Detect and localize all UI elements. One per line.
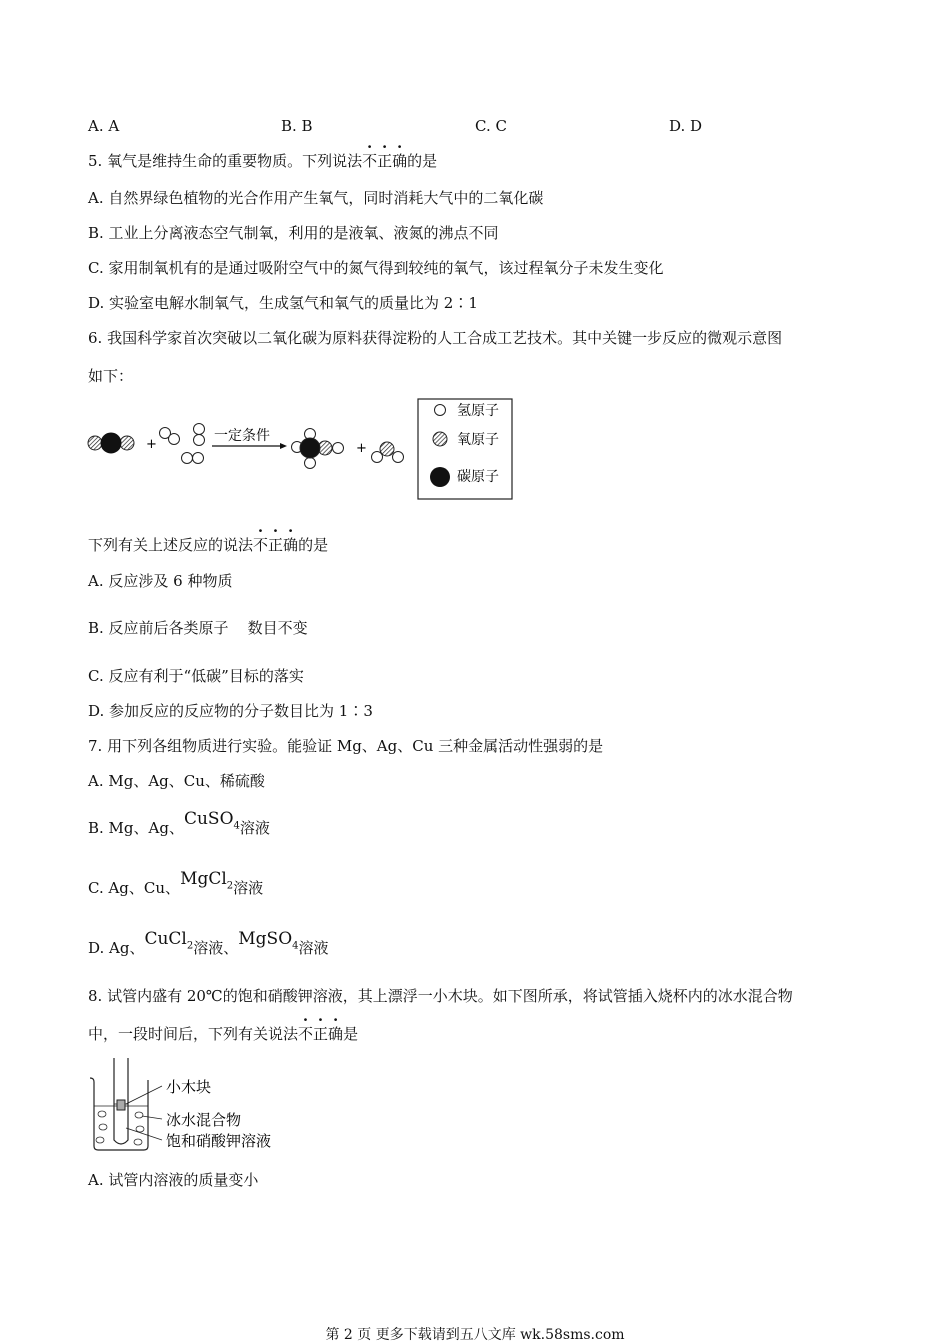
q7-option-d: D. Ag、CuCl$_2$溶液、MgSO$_4$溶液	[88, 929, 329, 957]
q7-option-a: A. Mg、Ag、Cu、稀硫酸	[88, 772, 265, 790]
q7-option-c: C. Ag、Cu、MgCl$_2$溶液	[88, 869, 264, 897]
q6-stem-line1: 6. 我国科学家首次突破以二氧化碳为原料获得淀粉的人工合成工艺技术。其中关键一步反应的微观示意图	[88, 329, 783, 347]
q6-stem-line2: 如下：	[88, 367, 134, 385]
q6-option-b: B. 反应前后各类原子 数目不变	[88, 619, 308, 637]
legend-hydrogen: 氢原子	[457, 403, 499, 419]
formula-mgcl2: MgCl$_2$	[180, 869, 234, 892]
leader-line-wood	[126, 1086, 162, 1104]
q4-option-d: D. D	[669, 117, 703, 135]
q7-option-b: B. Mg、Ag、CuSO$_4$溶液	[88, 809, 270, 837]
arrow-head-icon	[280, 443, 287, 449]
page-footer: 第 2 页 更多下载请到五八文库 wk.58sms.com	[325, 1327, 625, 1343]
leader-line-ice	[142, 1116, 162, 1119]
legend-oxygen: 氧原子	[457, 432, 499, 448]
plus-sign-2: +	[356, 441, 367, 456]
wood-block	[117, 1100, 125, 1110]
hydrogen-atom-icon	[435, 405, 446, 416]
q8-option-a: A. 试管内溶液的质量变小	[88, 1171, 259, 1189]
q6-option-d: D. 参加反应的反应物的分子数目比为 1∶3	[88, 702, 373, 720]
q5-option-b: B. 工业上分离液态空气制氧，利用的是液氧、液氮的沸点不同	[88, 224, 499, 242]
formula-cuso4: CuSO$_4$	[183, 809, 240, 832]
q6-option-a: A. 反应涉及 6 种物质	[88, 572, 233, 590]
q7-stem: 7. 用下列各组物质进行实验。能验证 Mg、Ag、Cu 三种金属活动性强弱的是	[88, 737, 604, 755]
label-kno3-solution: 饱和硝酸钾溶液	[166, 1132, 272, 1150]
q5-option-d: D. 实验室电解水制氧气，生成氢气和氧气的质量比为 2∶1	[88, 294, 478, 312]
q8-stem-line1: 8. 试管内盛有 20℃的饱和硝酸钾溶液，其上漂浮一小木块。如下图所承，将试管插入烧杯内的冰水混合物	[88, 987, 793, 1005]
formula-cucl2: CuCl$_2$	[144, 929, 194, 952]
q4-option-a: A. A	[88, 117, 120, 135]
oxygen-atom-icon	[433, 432, 447, 446]
h2-molecules	[160, 424, 205, 464]
q5-option-a: A. 自然界绿色植物的光合作用产生氧气，同时消耗大气中的二氧化碳	[88, 189, 544, 207]
reaction-condition: 一定条件	[214, 428, 270, 444]
methanol-molecule	[292, 429, 344, 469]
plus-sign: +	[146, 437, 157, 452]
q6-option-c: C. 反应有利于“低碳”目标的落实	[88, 667, 304, 685]
legend-carbon: 碳原子	[457, 469, 499, 485]
label-ice-water: 冰水混合物	[166, 1111, 242, 1129]
water-molecule	[372, 442, 404, 463]
q4-option-b: B. B	[281, 117, 313, 135]
carbon-atom-icon	[430, 467, 450, 487]
reaction-diagram	[80, 395, 520, 505]
q6-question: 下列有关上述反应的说法不正确的是	[88, 536, 329, 554]
atom-legend	[418, 399, 512, 499]
ice-pieces	[96, 1111, 144, 1145]
label-wood-block: 小木块	[166, 1078, 212, 1096]
q4-option-c: C. C	[475, 117, 507, 135]
q5-option-c: C. 家用制氧机有的是通过吸附空气中的氮气得到较纯的氧气，该过程氧分子未发生变化	[88, 259, 664, 277]
co2-molecule	[88, 433, 134, 453]
q8-stem-line2: 中，一段时间后，下列有关说法不正确是	[88, 1025, 359, 1043]
beaker-figure	[86, 1056, 306, 1156]
q5-stem: 5. 氧气是维持生命的重要物质。下列说法不正确的是	[88, 152, 438, 170]
formula-mgso4: MgSO$_4$	[238, 929, 299, 952]
